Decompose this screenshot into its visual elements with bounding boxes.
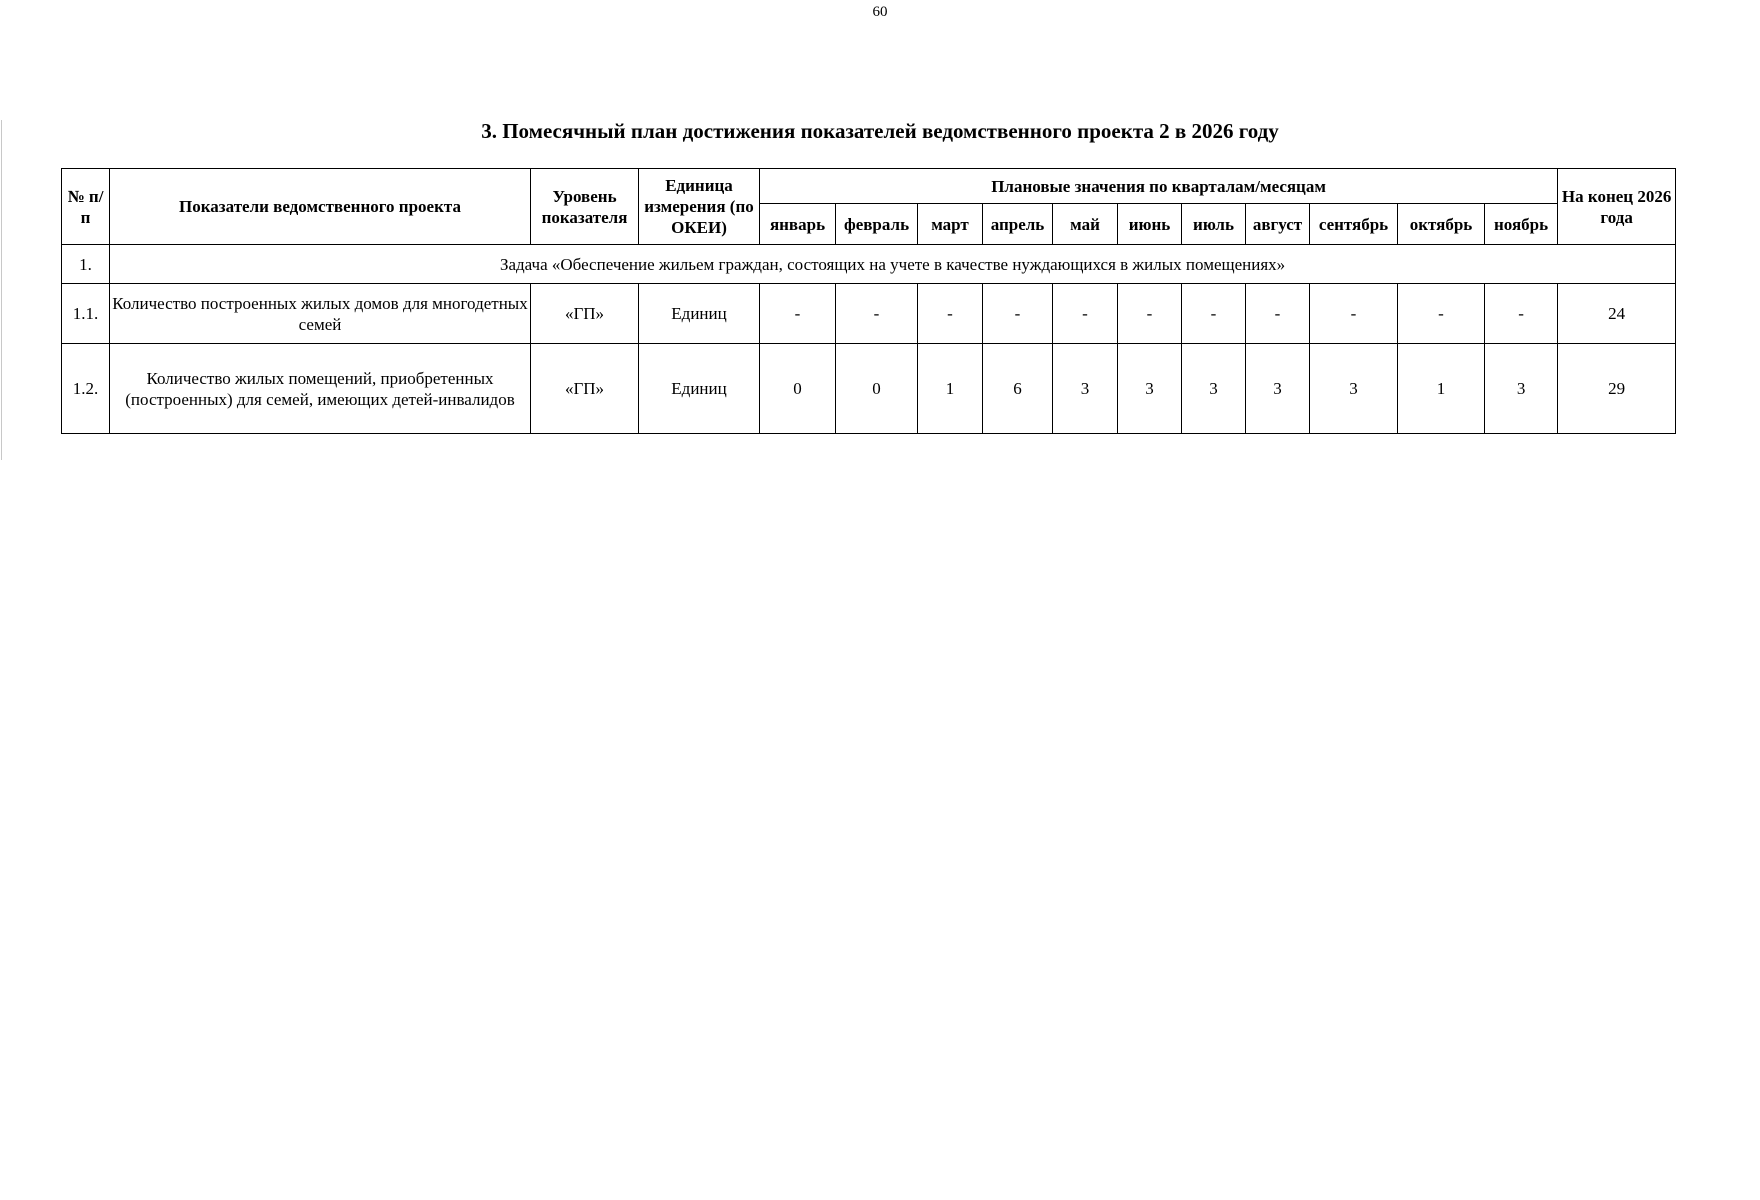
header-end-of-year: На конец 2026 года	[1558, 169, 1676, 245]
header-month: август	[1246, 204, 1310, 245]
header-num: № п/п	[62, 169, 110, 245]
row-month-value: -	[1485, 284, 1558, 344]
row-month-value: 3	[1182, 344, 1246, 434]
header-month: январь	[760, 204, 836, 245]
header-month: март	[918, 204, 983, 245]
task-row	[62, 245, 1676, 284]
row-month-value: -	[1246, 284, 1310, 344]
row-num: 1.2.	[62, 344, 110, 434]
header-month: май	[1053, 204, 1118, 245]
row-end-of-year: 24	[1558, 284, 1676, 344]
header-month: февраль	[836, 204, 918, 245]
header-month: июль	[1182, 204, 1246, 245]
row-month-value: 3	[1053, 344, 1118, 434]
page-number: 60	[872, 4, 888, 20]
row-month-value: -	[836, 284, 918, 344]
row-level: «ГП»	[531, 344, 639, 434]
row-level: «ГП»	[531, 284, 639, 344]
header-month: апрель	[983, 204, 1053, 245]
row-month-value: -	[1118, 284, 1182, 344]
row-month-value: 1	[918, 344, 983, 434]
header-row-1	[62, 169, 1676, 204]
row-month-value: 6	[983, 344, 1053, 434]
row-month-value: -	[1182, 284, 1246, 344]
header-unit: Единица измерения (по ОКЕИ)	[639, 169, 760, 245]
row-unit: Единиц	[639, 284, 760, 344]
row-month-value: 1	[1398, 344, 1485, 434]
row-month-value: -	[1398, 284, 1485, 344]
table-row	[62, 284, 1676, 344]
monthly-plan-table	[61, 168, 1676, 434]
task-text: Задача «Обеспечение жильем граждан, состоящих на учете в качестве нуждающихся в жилых помещениях»	[110, 245, 1676, 284]
header-month: ноябрь	[1485, 204, 1558, 245]
row-month-value: 3	[1485, 344, 1558, 434]
row-month-value: -	[918, 284, 983, 344]
scan-edge-line	[1, 120, 2, 460]
row-num: 1.1.	[62, 284, 110, 344]
row-month-value: -	[760, 284, 836, 344]
header-level: Уровень показателя	[531, 169, 639, 245]
row-month-value: 3	[1310, 344, 1398, 434]
row-month-value: -	[1053, 284, 1118, 344]
row-month-value: -	[1310, 284, 1398, 344]
document-title: 3. Помесячный план достижения показателей ведомственного проекта 2 в 2026 году	[481, 119, 1279, 143]
row-indicator-name: Количество жилых помещений, приобретенных (построенных) для семей, имеющих детей-инвалидов	[110, 344, 531, 434]
row-month-value: 3	[1118, 344, 1182, 434]
row-unit: Единиц	[639, 344, 760, 434]
row-month-value: 0	[760, 344, 836, 434]
header-plan-values: Плановые значения по кварталам/месяцам	[760, 169, 1558, 204]
row-indicator-name: Количество построенных жилых домов для многодетных семей	[110, 284, 531, 344]
header-month: октябрь	[1398, 204, 1485, 245]
header-month: июнь	[1118, 204, 1182, 245]
row-month-value: -	[983, 284, 1053, 344]
row-end-of-year: 29	[1558, 344, 1676, 434]
header-month: сентябрь	[1310, 204, 1398, 245]
task-num: 1.	[62, 245, 110, 284]
row-month-value: 0	[836, 344, 918, 434]
header-indicator-name: Показатели ведомственного проекта	[110, 169, 531, 245]
row-month-value: 3	[1246, 344, 1310, 434]
table-row	[62, 344, 1676, 434]
